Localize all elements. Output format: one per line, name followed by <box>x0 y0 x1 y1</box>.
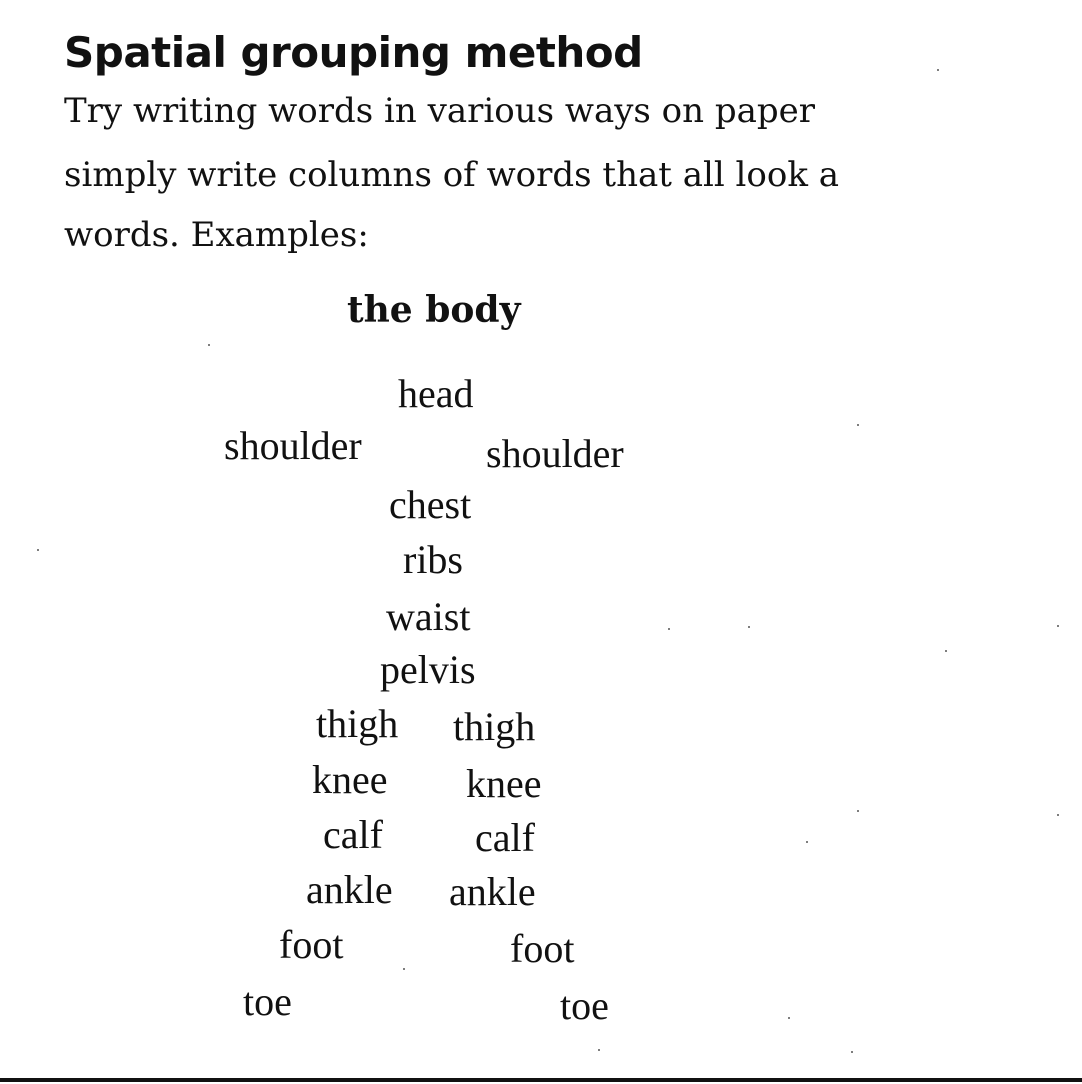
scan-speck <box>857 424 859 426</box>
scan-speck <box>937 69 939 71</box>
scan-speck <box>37 549 39 551</box>
intro-line-2: simply write columns of words that all look a <box>64 155 840 195</box>
word-shoulder-right: shoulder <box>486 431 624 476</box>
scan-speck <box>945 650 947 652</box>
word-knee-right: knee <box>466 761 542 806</box>
scan-speck <box>598 1049 600 1051</box>
scan-speck <box>403 968 405 970</box>
bottom-rule <box>0 1078 1082 1082</box>
word-knee-left: knee <box>312 757 388 802</box>
scan-speck <box>208 344 210 346</box>
scan-speck <box>851 1051 853 1053</box>
section-heading: Spatial grouping method <box>64 28 643 77</box>
word-thigh-right: thigh <box>453 704 536 749</box>
word-foot-left: foot <box>279 922 344 967</box>
example-title: the body <box>347 289 521 331</box>
scan-speck <box>668 628 670 630</box>
scan-speck <box>806 841 808 843</box>
scan-speck <box>748 626 750 628</box>
word-toe-left: toe <box>243 979 292 1024</box>
word-toe-right: toe <box>560 983 609 1028</box>
word-calf-left: calf <box>323 812 383 857</box>
word-ankle-right: ankle <box>449 869 536 914</box>
word-pelvis: pelvis <box>380 647 476 692</box>
word-waist: waist <box>386 594 471 639</box>
word-thigh-left: thigh <box>316 701 399 746</box>
intro-line-1: Try writing words in various ways on paper <box>64 91 816 131</box>
word-ankle-left: ankle <box>306 867 393 912</box>
word-shoulder-left: shoulder <box>224 423 362 468</box>
scan-speck <box>1057 814 1059 816</box>
intro-line-3: words. Examples: <box>64 215 369 255</box>
word-chest: chest <box>389 482 472 527</box>
scan-speck <box>857 810 859 812</box>
word-calf-right: calf <box>475 815 535 860</box>
scan-speck <box>788 1017 790 1019</box>
word-foot-right: foot <box>510 926 575 971</box>
word-ribs: ribs <box>403 537 463 582</box>
scan-speck <box>1057 625 1059 627</box>
word-head: head <box>398 371 474 416</box>
